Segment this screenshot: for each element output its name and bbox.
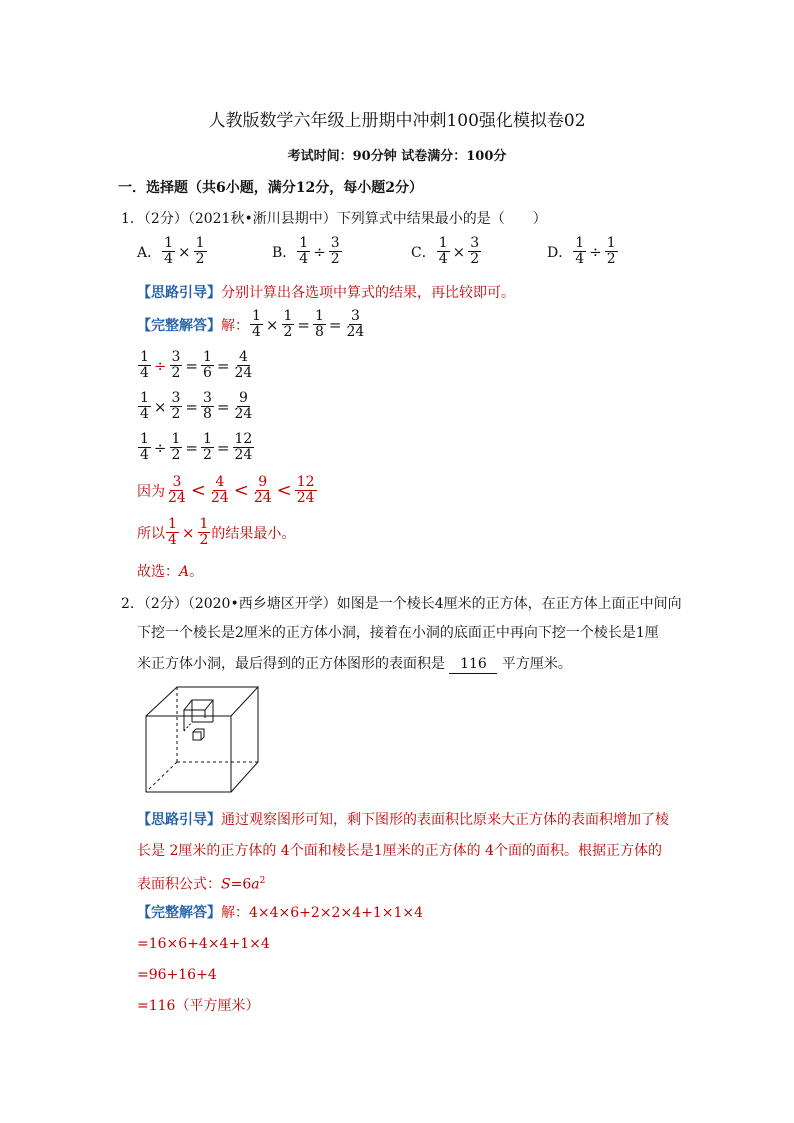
option-label: A． [137, 244, 162, 261]
jie-label: 解： [221, 317, 249, 334]
fraction: $\frac{1}{4}$ [140, 390, 149, 422]
guide-tag: 【思路引导】 [137, 812, 221, 828]
fraction: $\frac{1}{4}$ [164, 235, 174, 267]
fraction: $\frac{3}{2}$ [330, 235, 340, 267]
fraction: $\frac{1}{4}$ [575, 235, 585, 267]
q2-stem-line1: 2．（2分）（2020•西乡塘区开学）如图是一个棱长4厘米的正方体，在正方体上面正中间向 [121, 596, 682, 612]
fraction: $\frac{1}{2}$ [283, 308, 293, 340]
q1-compare: 因为 $\frac{3}{24}$ < $\frac{4}{24}$ < $\frac{9}{24}$ < $\frac{12}{24}$ [137, 474, 315, 506]
answer-tag: 【完整解答】 [137, 317, 221, 334]
fraction: $\frac{1}{4}$ [168, 516, 177, 548]
fraction: $\frac{4}{24}$ [210, 474, 229, 506]
answer-blank[interactable]: 116 [449, 655, 497, 674]
fraction: $\frac{1}{2}$ [195, 235, 205, 267]
q1-conclusion: 所以 $\frac{1}{4}$ × $\frac{1}{2}$ 的结果最小。 [137, 516, 296, 548]
fraction: $\frac{1}{8}$ [315, 308, 324, 340]
calc-step: =116（平方厘米） [137, 998, 260, 1014]
fraction: $\frac{1}{6}$ [203, 349, 212, 381]
option-label: B． [272, 244, 297, 261]
page-title: 人教版数学六年级上册期中冲刺100强化模拟卷02 [208, 111, 586, 131]
fraction: $\frac{3}{2}$ [171, 390, 181, 422]
q1-option-a[interactable]: A． $\frac{1}{4}$ × $\frac{1}{2}$ [137, 235, 205, 267]
q2-answer-line1: 【完整解答】解：4×4×6+2×2×4+1×1×4 [137, 905, 424, 921]
fraction: $\frac{1}{4}$ [299, 235, 309, 267]
fraction: $\frac{1}{2}$ [203, 431, 212, 463]
q1-answer-line3: $\frac{1}{4}$ × $\frac{3}{2}$ = $\frac{3}{8}$ = $\frac{9}{24}$ [140, 390, 253, 422]
conclusion-tail: 的结果最小。 [211, 525, 296, 542]
cube-figure [140, 684, 264, 796]
q1-answer-line2: $\frac{1}{4}$ ÷ $\frac{3}{2}$ = $\frac{1}{6}$ = $\frac{4}{24}$ [140, 349, 253, 381]
q1-answer-line1: 【完整解答】 解： $\frac{1}{4}$ × $\frac{1}{2}$ = $\frac{1}{8}$ = $\frac{3}{24}$ [137, 308, 365, 340]
choice-letter: A [179, 564, 190, 580]
fraction: $\frac{4}{24}$ [234, 349, 253, 381]
q1-option-c[interactable]: C． $\frac{1}{4}$ × $\frac{3}{2}$ [411, 235, 480, 267]
q1-option-b[interactable]: B． $\frac{1}{4}$ ÷ $\frac{3}{2}$ [272, 235, 340, 267]
q2-stem-line3: 米正方体小洞，最后得到的正方体图形的表面积是 116 平方厘米。 [137, 656, 572, 672]
fraction: $\frac{3}{2}$ [171, 349, 181, 381]
fraction: $\frac{1}{4}$ [140, 431, 149, 463]
calc-step: =16×6+4×4+1×4 [137, 936, 270, 952]
q2-stem-line2: 下挖一个棱长是2厘米的正方体小洞，接着在小洞的底面正中再向下挖一个棱长是1厘 [137, 625, 659, 641]
fraction: $\frac{1}{2}$ [171, 431, 181, 463]
q1-choice: 故选：A。 [137, 564, 204, 580]
exam-info: 考试时间：90分钟 试卷满分：100分 [287, 149, 507, 164]
q2-guide-line2: 长是 2厘米的正方体的 4个面和棱长是1厘米的正方体的 4个面的面积。根据正方体的 [137, 843, 662, 859]
fraction: $\frac{12}{24}$ [234, 431, 253, 463]
section-heading: 一．选择题（共6小题，满分12分，每小题2分） [118, 180, 423, 196]
fraction: $\frac{3}{2}$ [470, 235, 480, 267]
calc-step: =96+16+4 [137, 967, 217, 983]
because-label: 因为 [137, 483, 165, 500]
q2-guide-line1: 【思路引导】通过观察图形可知，剩下图形的表面积比原来大正方体的表面积增加了棱 [137, 812, 669, 828]
q1-guide [137, 282, 515, 302]
fraction: $\frac{12}{24}$ [296, 474, 315, 506]
answer-tag: 【完整解答】 [137, 905, 221, 921]
fraction: $\frac{3}{8}$ [203, 390, 212, 422]
fraction: $\frac{3}{24}$ [168, 474, 186, 506]
guide-text: 分别计算出各选项中算式的结果，再比较即可。 [221, 285, 515, 301]
so-label: 所以 [137, 525, 165, 542]
calc-step: 4×4×6+2×2×4+1×1×4 [249, 905, 424, 921]
fraction: $\frac{1}{4}$ [252, 308, 261, 340]
q1-answer-line4: $\frac{1}{4}$ ÷ $\frac{1}{2}$ = $\frac{1}{2}$ = $\frac{12}{24}$ [140, 431, 253, 463]
guide-tag: 【思路引导】 [137, 285, 221, 301]
fraction: $\frac{1}{2}$ [606, 235, 616, 267]
q1-option-d[interactable]: D． $\frac{1}{4}$ ÷ $\frac{1}{2}$ [547, 235, 616, 267]
fraction: $\frac{3}{24}$ [346, 308, 365, 340]
option-label: D． [547, 244, 573, 261]
fraction: $\frac{1}{2}$ [199, 516, 209, 548]
q2-guide-line3: 表面积公式：$S=6a^2$ [137, 876, 266, 893]
fraction: $\frac{1}{4}$ [140, 349, 149, 381]
fraction: $\frac{1}{4}$ [438, 235, 448, 267]
fraction: $\frac{9}{24}$ [234, 390, 253, 422]
q1-stem: 1．（2分）（2021秋•淅川县期中）下列算式中结果最小的是（ ） [121, 211, 547, 227]
fraction: $\frac{9}{24}$ [253, 474, 272, 506]
option-label: C． [411, 244, 436, 261]
